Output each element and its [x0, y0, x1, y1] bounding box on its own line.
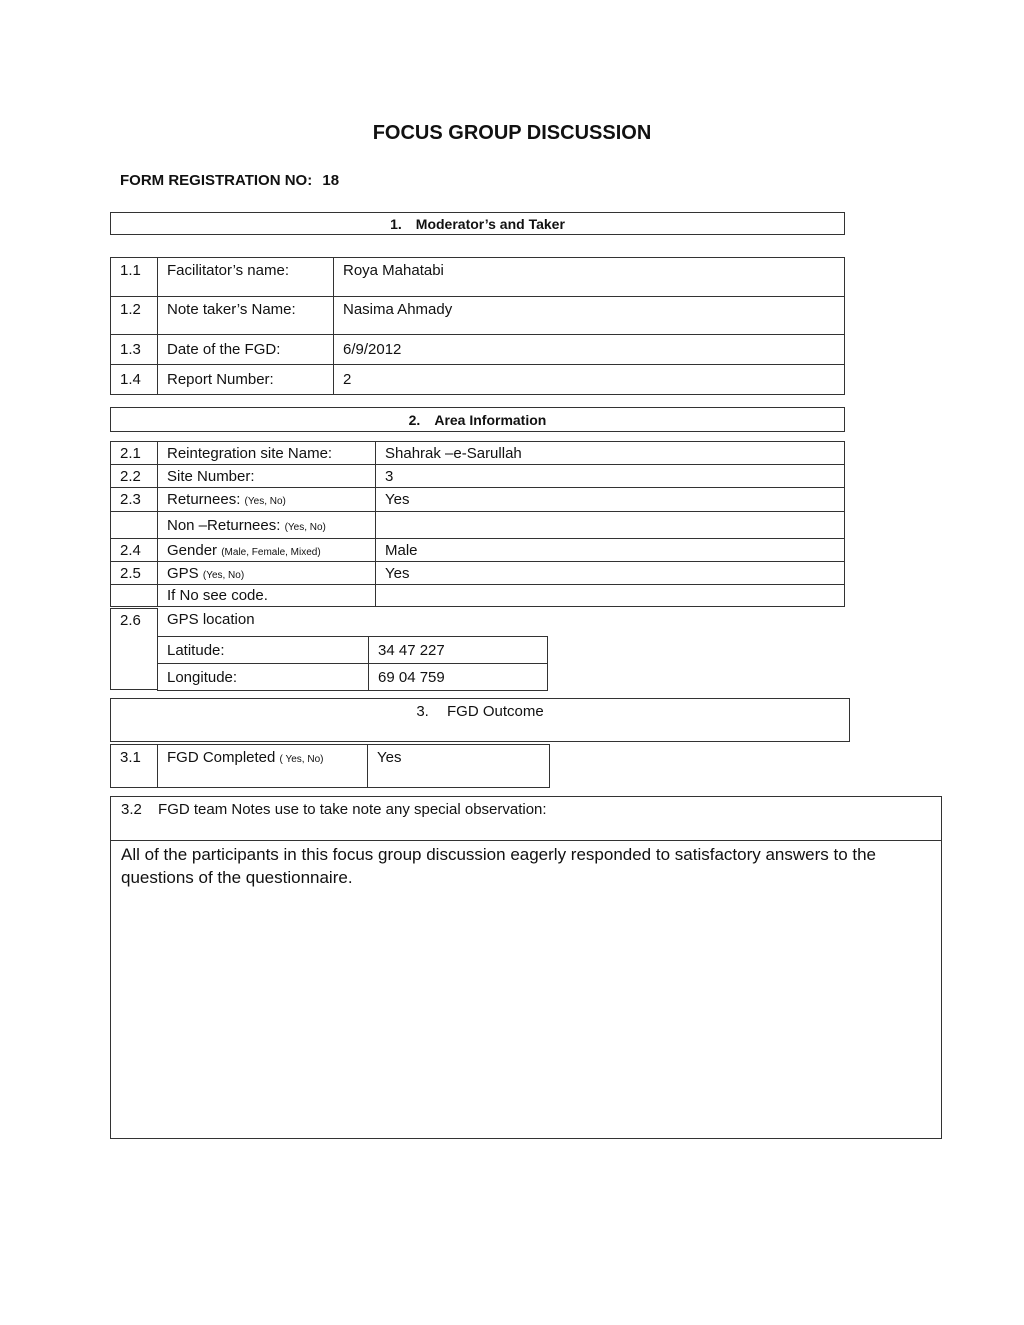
field-label: Reintegration site Name:	[158, 442, 376, 465]
non-returnees-hint: (Yes, No)	[284, 521, 326, 533]
form-registration	[120, 172, 339, 189]
row-number: 2.6	[110, 608, 158, 690]
field-label	[158, 539, 376, 562]
table-row	[111, 335, 845, 365]
table-row	[111, 258, 845, 297]
row-number: 3.2	[121, 801, 142, 818]
site-number-field[interactable]: 3	[376, 465, 845, 488]
table-row	[111, 365, 845, 395]
table-row	[111, 488, 845, 512]
section-2-number: 2.	[408, 411, 421, 428]
row-number: 1.2	[111, 297, 158, 335]
field-label	[158, 562, 376, 585]
fgd-completed-hint: ( Yes, No)	[279, 754, 324, 765]
returnees-label: Returnees:	[167, 491, 241, 508]
field-label: Note taker’s Name:	[158, 297, 334, 335]
area-information-table	[110, 441, 845, 607]
section-2-title: Area Information	[434, 411, 547, 428]
section-1-header	[110, 212, 845, 235]
section-2-header	[110, 407, 845, 432]
field-label: Date of the FGD:	[158, 335, 334, 365]
report-number-field[interactable]: 2	[334, 365, 845, 395]
section-3-number: 3.	[416, 703, 429, 720]
empty-cell	[111, 585, 158, 607]
field-label: If No see code.	[158, 585, 376, 607]
gender-label: Gender	[167, 541, 218, 559]
row-number: 2.1	[111, 442, 158, 465]
section-1-title: Moderator’s and Taker	[415, 215, 565, 232]
gps-field[interactable]: Yes	[376, 562, 845, 585]
returnees-field[interactable]: Yes	[376, 488, 845, 512]
field-label: Facilitator’s name:	[158, 258, 334, 297]
row-number: 2.4	[111, 539, 158, 562]
team-notes-text[interactable]: All of the participants in this focus group discussion eagerly responded to satisfactory answers to the questions of the questionnaire.	[121, 845, 877, 887]
latitude-field[interactable]: 34 47 227	[369, 637, 548, 664]
team-notes-label: FGD team Notes use to take note any special observation:	[158, 801, 547, 818]
team-notes-box	[110, 796, 942, 1139]
table-row	[111, 585, 845, 607]
note-taker-name-field[interactable]: Nasima Ahmady	[334, 297, 845, 335]
row-number: 1.4	[111, 365, 158, 395]
if-no-code-field[interactable]	[376, 585, 845, 607]
team-notes-header	[111, 797, 941, 841]
table-row	[158, 664, 548, 691]
returnees-hint: (Yes, No)	[244, 496, 286, 507]
field-label: Report Number:	[158, 365, 334, 395]
non-returnees-field[interactable]	[376, 512, 845, 539]
table-row	[111, 297, 845, 335]
empty-cell	[111, 512, 158, 539]
gps-label: GPS	[167, 564, 199, 582]
fgd-completed-table	[110, 744, 550, 788]
section-3-title: FGD Outcome	[447, 703, 544, 720]
table-row	[111, 442, 845, 465]
table-row	[111, 562, 845, 585]
section-1-number: 1.	[390, 215, 402, 232]
moderator-table	[110, 257, 845, 395]
row-number: 1.3	[111, 335, 158, 365]
gps-coordinates-table	[157, 636, 548, 691]
longitude-field[interactable]: 69 04 759	[369, 664, 548, 691]
table-row	[111, 512, 845, 539]
site-name-field[interactable]: Shahrak –e-Sarullah	[376, 442, 845, 465]
field-label: Longitude:	[158, 664, 369, 691]
field-label: Latitude:	[158, 637, 369, 664]
fgd-date-field[interactable]: 6/9/2012	[334, 335, 845, 365]
row-number: 2.5	[111, 562, 158, 585]
section-3-header	[110, 698, 850, 742]
row-number: 2.2	[111, 465, 158, 488]
gps-location-label: GPS location	[167, 611, 255, 628]
row-number: 1.1	[111, 258, 158, 297]
row-number: 3.1	[111, 745, 158, 788]
gender-field[interactable]: Male	[376, 539, 845, 562]
document-title: FOCUS GROUP DISCUSSION	[372, 122, 652, 144]
table-row	[111, 539, 845, 562]
table-row	[111, 465, 845, 488]
table-row	[158, 637, 548, 664]
table-row	[111, 745, 550, 788]
form-registration-label: FORM REGISTRATION NO:	[120, 172, 313, 189]
facilitator-name-field[interactable]: Roya Mahatabi	[334, 258, 845, 297]
row-number: 2.3	[111, 488, 158, 512]
gender-hint: (Male, Female, Mixed)	[221, 546, 321, 558]
fgd-completed-label: FGD Completed	[167, 749, 276, 766]
non-returnees-label: Non –Returnees:	[167, 516, 281, 534]
field-label	[158, 512, 376, 539]
fgd-completed-field[interactable]: Yes	[368, 745, 550, 788]
gps-hint: (Yes, No)	[202, 569, 245, 581]
field-label	[158, 488, 376, 512]
field-label	[158, 745, 368, 788]
field-label: Site Number:	[158, 465, 376, 488]
form-registration-value: 18	[322, 172, 340, 189]
